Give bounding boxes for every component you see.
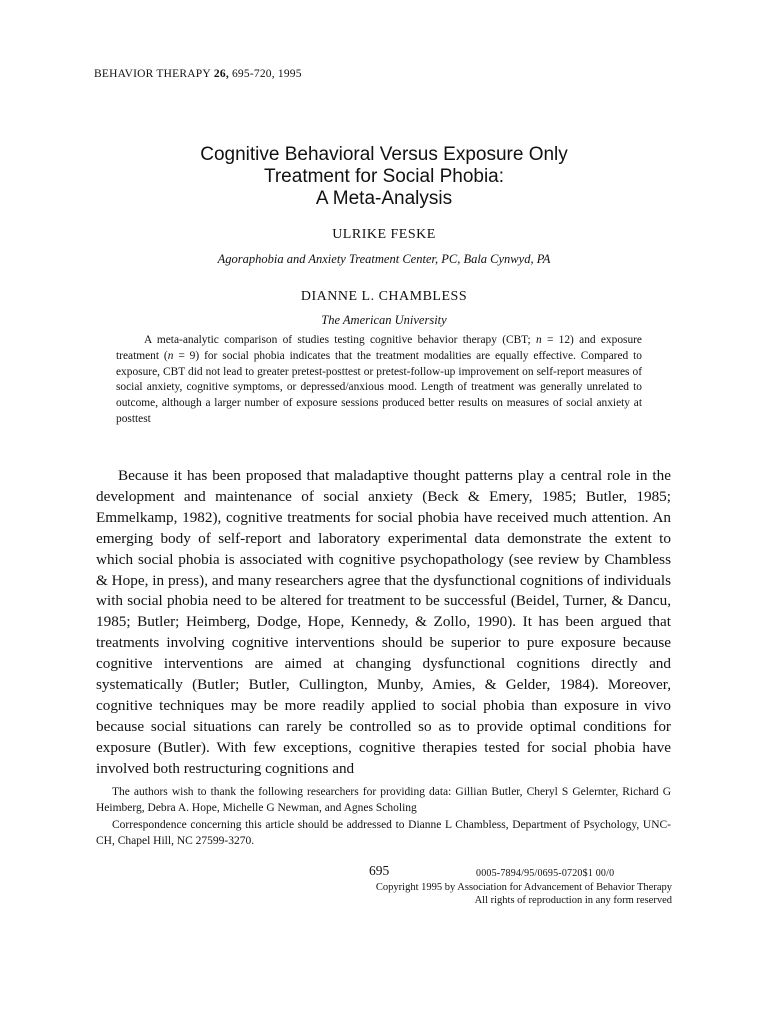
- n-symbol: n: [167, 349, 174, 362]
- n-symbol: n: [535, 334, 542, 346]
- journal-name: BEHAVIOR THERAPY: [94, 68, 211, 80]
- journal-volume: 26,: [213, 68, 229, 80]
- title-line-3: A Meta-Analysis: [315, 188, 453, 209]
- copyright-notice: [200, 881, 672, 907]
- copyright-line-2: All rights of reproduction in any form reserved: [474, 895, 672, 906]
- author-affiliation-2: The American University: [321, 313, 447, 327]
- running-head: [94, 68, 302, 80]
- title-line-1: Cognitive Behavioral Versus Exposure Only: [200, 144, 568, 165]
- footnote-correspondence: Correspondence concerning this article should be addressed to Dianne L Chambless, Department of Psychology, UNC-CH, Chapel Hill, NC 27599-3270.: [96, 819, 671, 848]
- journal-pages-year: 695-720, 1995: [231, 68, 302, 80]
- author-affiliation-1: Agoraphobia and Anxiety Treatment Center, PC, Bala Cynwyd, PA: [217, 252, 551, 266]
- page-number: 695: [369, 863, 390, 878]
- article-title: [120, 144, 648, 210]
- title-line-2: Treatment for Social Phobia:: [263, 166, 505, 187]
- issn-code: 0005-7894/95/0695-0720$1 00/0: [476, 868, 615, 879]
- copyright-line-1: Copyright 1995 by Association for Advancement of Behavior Therapy: [375, 882, 672, 893]
- footnote-acknowledgment: The authors wish to thank the following researchers for providing data: Gillian Butler, Cheryl S Gelernter, Richard G Heimberg, Debra A. Hope, Michelle G Newman, and Agnes Scholing: [96, 786, 671, 815]
- author-name-1: ULRIKE FESKE: [332, 227, 436, 242]
- body-paragraph: Because it has been proposed that maladaptive thought patterns play a central role in the development and maintenance of social anxiety (Beck & Emery, 1985; Butler, 1985; Emmelkamp, 1982), cognitive treatments for social phobia have received much attention. An emerging body of self-report and laboratory experimental data demonstrate the extent to which social phobia is associated with cognitive psychopathology (see review by Chambless & Hope, in press), and many researchers agree that the dysfunctional cognitions of individuals with social phobia need to be altered for treatment to be successful (Beidel, Turner, & Dancu, 1985; Butler; Heimberg, Dodge, Hope, Kennedy, & Zollo, 1990). It has been argued that treatments involving cognitive interventions should be superior to pure exposure because cognitive interventions are aimed at changing dysfunctional cognitions directly and systematically (Butler; Butler, Cullington, Munby, Amies, & Gelder, 1984). Moreover, cognitive techniques may be more readily applied to social phobia than exposure in vivo because social situations can rarely be controlled so as to provide optimal conditions for exposure (Butler). With few exceptions, cognitive therapies tested for social phobia have involved both restructuring cognitions and: [96, 467, 671, 777]
- author-name-2: DIANNE L. CHAMBLESS: [300, 289, 468, 304]
- abstract: A meta-analytic comparison of studies testing cognitive behavior therapy (CBT; n = 12) and exposure treatment (n = 9) for social phobia indicates that the treatment modalities are equally effective. Compared to exposure, CBT did not lead to greater pretest-posttest or pretest-follow-up improvement on self-report measures of social anxiety, cognitive symptoms, or depressed/anxious mood. Length of treatment was generally unrelated to outcome, although a larger number of exposure sessions produced better results on measures of social anxiety at posttest: [116, 334, 642, 425]
